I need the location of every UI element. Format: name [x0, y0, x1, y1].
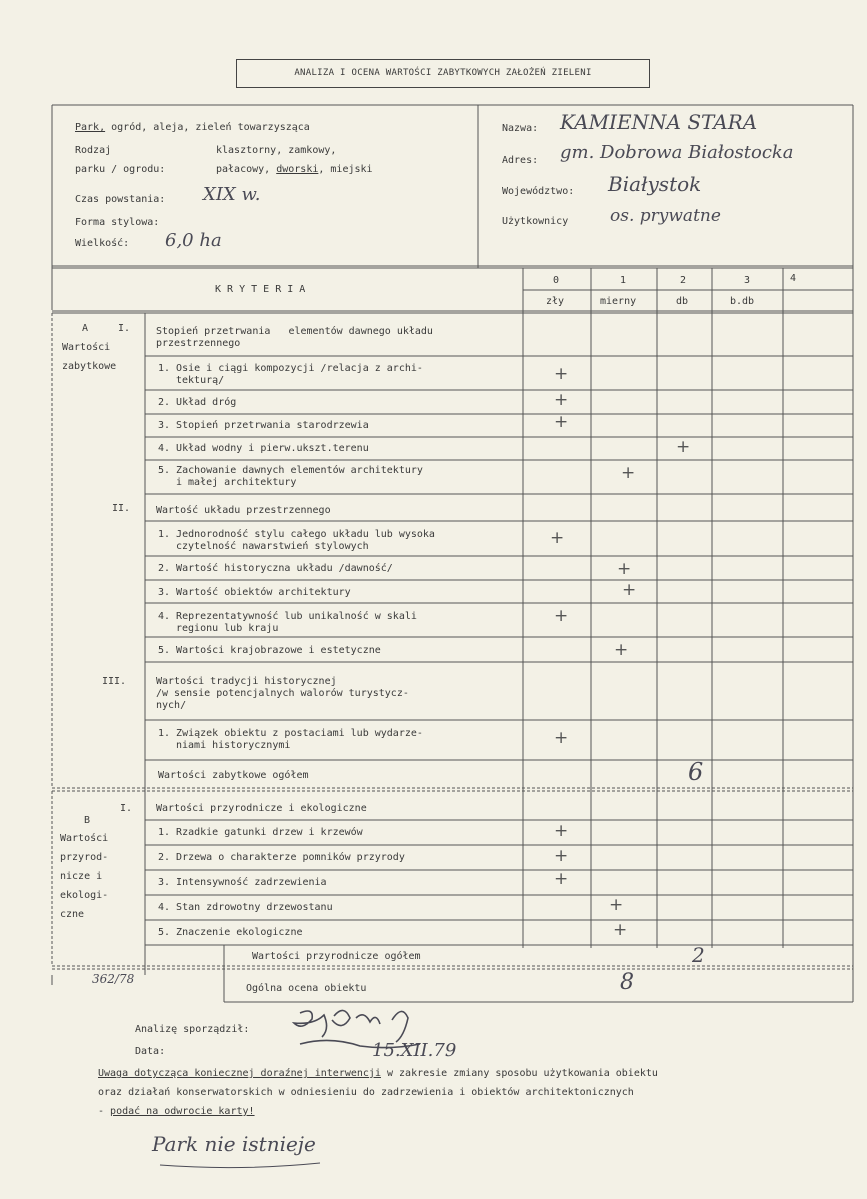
mark-a2-2: + [617, 559, 632, 579]
overall-value: 8 [620, 970, 634, 995]
criterion-a1-5: 5. Zachowanie dawnych elementów architektury [158, 465, 423, 476]
criterion-a1-2: 2. Układ dróg [158, 397, 237, 408]
section-b-numeral: I. [120, 803, 133, 814]
czas-value: XIX w. [203, 184, 261, 205]
rodzaj-options-line1: klasztorny, zamkowy, [216, 145, 337, 156]
total-b-label: Wartości przyrodnicze ogółem [252, 951, 421, 962]
section-a-letter: A [82, 323, 89, 334]
mark-a2-3: + [622, 580, 637, 600]
group2-title: Wartość układu przestrzennego [156, 505, 331, 516]
form-title: ANALIZA I OCENA WARTOŚCI ZABYTKOWYCH ZAŁOŻEŃ ZIELENI [294, 68, 592, 78]
date-value: 15.XII.79 [372, 1040, 457, 1061]
total-a-value: 6 [688, 758, 704, 786]
criterion-b-2: 2. Drzewa o charakterze pomników przyrody [158, 852, 405, 863]
section-b-name-1: Wartości [60, 833, 109, 844]
handwritten-note: Park nie istnieje [152, 1132, 316, 1156]
data-label: Data: [135, 1046, 166, 1057]
criterion-a2-4-cont: regionu lub kraju [176, 623, 279, 634]
criterion-b-1: 1. Rzadkie gatunki drzew i krzewów [158, 827, 363, 838]
criterion-a2-3: 3. Wartość obiektów architektury [158, 587, 351, 598]
criterion-a1-1: 1. Osie i ciągi kompozycji /relacja z archi- [158, 363, 423, 374]
score-0: 0 [553, 275, 560, 286]
grade-0: zły [546, 296, 565, 307]
criterion-a2-2: 2. Wartość historyczna układu /dawność/ [158, 563, 393, 574]
note-emphasis: Uwaga dotycząca koniecznej doraźnej interwencji [98, 1068, 381, 1079]
group3-title-1: Wartości tradycji historycznej [156, 676, 337, 687]
wojewodztwo-label: Województwo: [502, 186, 575, 197]
criterion-a2-1-cont: czytelność nawarstwień stylowych [176, 541, 369, 552]
wielkosc-value: 6,0 ha [165, 230, 222, 251]
forma-label: Forma stylowa: [75, 217, 160, 228]
nazwa-label: Nazwa: [502, 123, 539, 134]
czas-label: Czas powstania: [75, 194, 166, 205]
rodzaj-label: Rodzaj [75, 145, 112, 156]
group1-title: Stopień przetrwania elementów dawnego układu [156, 326, 433, 337]
group3-numeral: III. [102, 676, 127, 687]
wielkosc-label: Wielkość: [75, 238, 130, 249]
section-a-name-1: Wartości [62, 342, 111, 353]
section-b-letter: B [84, 815, 91, 826]
section-b-name-5: czne [60, 909, 85, 920]
mark-a1-3: + [554, 412, 569, 432]
park-type-line [75, 122, 310, 134]
section-a-name-2: zabytkowe [62, 361, 117, 372]
mark-a1-4: + [676, 437, 691, 457]
note-line1: Uwaga dotycząca koniecznej doraźnej interwencji w zakresie zmiany sposobu użytkowania obiektu [98, 1068, 658, 1079]
criterion-b-3: 3. Intensywność zadrzewienia [158, 877, 327, 888]
reference-number: 362/78 [92, 972, 135, 986]
criterion-a1-5-cont: i małej architektury [176, 477, 297, 488]
group3-title-2: /w sensie potencjalnych walorów turystycz- [156, 688, 409, 699]
criterion-a3-1: 1. Związek obiektu z postaciami lub wydarze- [158, 728, 423, 739]
score-1: 1 [620, 275, 627, 286]
score-3: 3 [744, 275, 751, 286]
grade-1: mierny [600, 296, 637, 307]
section-b-group-title: Wartości przyrodnicze i ekologiczne [156, 803, 367, 814]
criterion-a1-4: 4. Układ wodny i pierw.ukszt.terenu [158, 443, 369, 454]
mark-a3-1: + [554, 728, 569, 748]
analiza-label: Analizę sporządził: [135, 1024, 250, 1035]
grade-2: db [676, 296, 689, 307]
form-title-box [236, 59, 650, 88]
uzytkownicy-value: os. prywatne [610, 206, 721, 226]
mark-a2-5: + [614, 640, 629, 660]
section-b-name-4: ekologi- [60, 890, 109, 901]
note-line2: oraz działań konserwatorskich w odniesieniu do zadrzewienia i obiektów architektonicznych [98, 1087, 634, 1098]
section-b-name-3: nicze i [60, 871, 103, 882]
adres-value: gm. Dobrowa Białostocka [560, 142, 794, 163]
section-a-numeral: I. [118, 323, 131, 334]
mark-b-5: + [613, 920, 628, 940]
criterion-a1-1-cont: tekturą/ [176, 375, 225, 386]
criterion-b-5: 5. Znaczenie ekologiczne [158, 927, 303, 938]
total-a-label: Wartości zabytkowe ogółem [158, 770, 309, 781]
park-type-selected: Park, [75, 122, 106, 133]
adres-label: Adres: [502, 155, 539, 166]
criterion-a2-4: 4. Reprezentatywność lub unikalność w skali [158, 611, 417, 622]
criterion-a3-1-cont: niami historycznymi [176, 740, 291, 751]
mark-a2-4: + [554, 606, 569, 626]
criterion-a2-1: 1. Jednorodność stylu całego układu lub wysoka [158, 529, 435, 540]
criteria-label: K R Y T E R I A [215, 284, 306, 295]
rodzaj-selected: dworski [276, 164, 319, 175]
rodzaj-options-line2: pałacowy, dworski, miejski [216, 164, 373, 175]
mark-b-3: + [554, 869, 569, 889]
nazwa-value: KAMIENNA STARA [560, 110, 758, 134]
group3-title-3: nych/ [156, 700, 187, 711]
score-4: 4 [790, 273, 797, 284]
uzytkownicy-label: Użytkownicy [502, 216, 569, 227]
section-b-name-2: przyrod- [60, 852, 109, 863]
group2-numeral: II. [112, 503, 131, 514]
grade-3: b.db [730, 296, 755, 307]
mark-a2-1: + [550, 528, 565, 548]
overall-label: Ogólna ocena obiektu [246, 983, 367, 994]
criterion-a1-3: 3. Stopień przetrwania starodrzewia [158, 420, 369, 431]
mark-b-4: + [609, 895, 624, 915]
mark-a1-2: + [554, 390, 569, 410]
wojewodztwo-value: Białystok [608, 172, 702, 196]
total-b-value: 2 [692, 943, 705, 967]
mark-a1-1: + [554, 364, 569, 384]
mark-b-2: + [554, 846, 569, 866]
parku-ogrodu-label: parku / ogrodu: [75, 164, 166, 175]
park-type-options: ogród, aleja, zieleń towarzysząca [111, 122, 310, 133]
criterion-b-4: 4. Stan zdrowotny drzewostanu [158, 902, 333, 913]
note-line3: - podać na odwrocie karty! [98, 1106, 255, 1117]
group1-title-cont: przestrzennego [156, 338, 241, 349]
mark-b-1: + [554, 821, 569, 841]
criterion-a2-5: 5. Wartości krajobrazowe i estetyczne [158, 645, 381, 656]
mark-a1-5: + [621, 463, 636, 483]
score-2: 2 [680, 275, 687, 286]
